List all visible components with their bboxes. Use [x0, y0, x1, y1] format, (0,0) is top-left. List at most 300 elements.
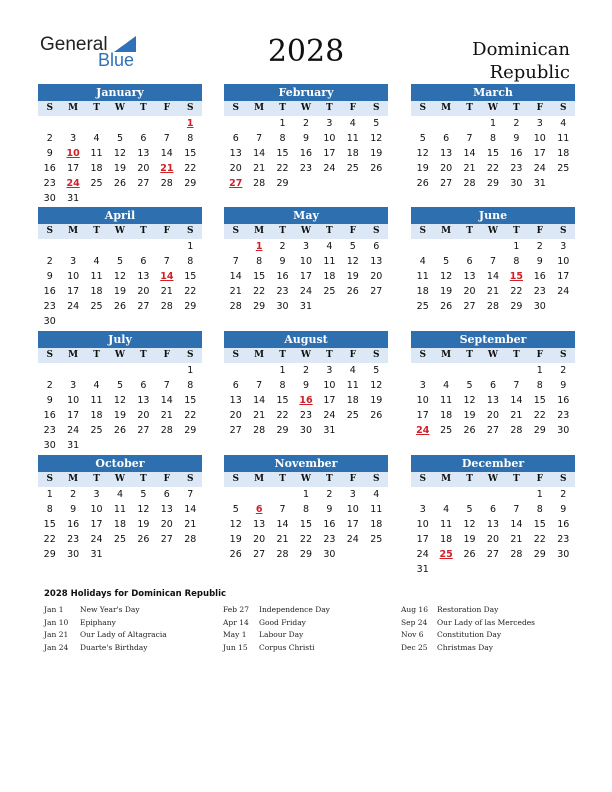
- day-cell: 29: [510, 301, 523, 312]
- holiday-item: [401, 642, 535, 655]
- empty-day-cell: [552, 562, 575, 577]
- empty-day-cell: [132, 363, 155, 378]
- day-cell: 7: [187, 489, 194, 500]
- empty-day-cell: [505, 487, 528, 502]
- day-cell: 20: [463, 286, 476, 297]
- weekday-label: F: [349, 350, 357, 360]
- day-cell: 10: [346, 504, 359, 515]
- day-cell: 23: [299, 163, 313, 174]
- empty-day-cell: [155, 191, 178, 206]
- day-cell: 15: [533, 395, 546, 406]
- day-cell: 14: [253, 395, 266, 406]
- week-row: [224, 517, 388, 532]
- holiday-name: Corpus Christi: [259, 642, 315, 652]
- holiday-column: [44, 604, 167, 654]
- day-cell: 10: [323, 380, 336, 391]
- day-cell: 1: [186, 118, 194, 129]
- weekday-label: S: [232, 474, 239, 484]
- week-row: [224, 363, 388, 378]
- day-cell: 20: [160, 519, 173, 530]
- day-cell: 24: [66, 178, 80, 189]
- week-row: [411, 116, 575, 131]
- empty-day-cell: [179, 547, 202, 562]
- empty-day-cell: [458, 562, 481, 577]
- empty-day-cell: [271, 487, 294, 502]
- day-cell: 4: [93, 256, 100, 267]
- day-cell: 3: [536, 118, 543, 129]
- day-cell: 9: [46, 271, 53, 282]
- week-row: [224, 254, 388, 269]
- logo: [40, 34, 150, 74]
- day-cell: 21: [276, 534, 289, 545]
- empty-day-cell: [318, 299, 341, 314]
- day-cell: 5: [140, 489, 147, 500]
- empty-day-cell: [108, 116, 131, 131]
- week-row: [38, 517, 202, 532]
- day-cell: 29: [533, 549, 546, 560]
- weekday-label: F: [349, 103, 357, 113]
- day-cell: 2: [513, 118, 520, 129]
- day-cell: 13: [137, 148, 150, 159]
- weekday-label: S: [559, 474, 567, 484]
- day-cell: 11: [440, 519, 453, 530]
- day-cell: 27: [463, 301, 476, 312]
- empty-day-cell: [458, 116, 481, 131]
- day-cell: 12: [416, 148, 429, 159]
- day-cell: 19: [463, 410, 476, 421]
- empty-day-cell: [61, 116, 84, 131]
- empty-day-cell: [458, 239, 481, 254]
- day-cell: 21: [160, 163, 174, 174]
- empty-day-cell: [552, 176, 575, 191]
- empty-day-cell: [224, 487, 247, 502]
- weekday-label: T: [140, 226, 147, 236]
- empty-day-cell: [365, 423, 388, 438]
- holiday-item: [44, 642, 167, 655]
- holiday-name: Good Friday: [259, 617, 306, 627]
- day-cell: 7: [256, 380, 263, 391]
- day-cell: 3: [326, 118, 333, 129]
- day-cell: 26: [137, 534, 150, 545]
- day-cell: 9: [560, 504, 567, 515]
- empty-day-cell: [155, 547, 178, 562]
- day-cell: 11: [346, 133, 359, 144]
- day-cell: 22: [43, 534, 56, 545]
- holiday-date: Nov 6: [401, 630, 424, 639]
- empty-day-cell: [341, 547, 364, 562]
- weekday-label: T: [279, 103, 286, 113]
- week-row: [411, 161, 575, 176]
- day-cell: 11: [90, 148, 103, 159]
- week-row: [224, 547, 388, 562]
- weekday-label: F: [163, 474, 171, 484]
- empty-day-cell: [481, 363, 504, 378]
- day-cell: 7: [279, 504, 286, 515]
- month-title: October: [38, 455, 202, 472]
- day-cell: 10: [90, 504, 103, 515]
- empty-day-cell: [224, 363, 247, 378]
- day-cell: 3: [419, 504, 426, 515]
- day-cell: 10: [66, 148, 80, 159]
- weekday-label: W: [487, 474, 499, 484]
- day-cell: 19: [113, 286, 127, 297]
- day-cell: 24: [323, 410, 336, 421]
- day-cell: 27: [137, 301, 150, 312]
- day-cell: 17: [416, 410, 429, 421]
- day-cell: 15: [486, 148, 500, 159]
- week-row: [38, 423, 202, 438]
- day-cell: 30: [533, 301, 546, 312]
- weekday-label: W: [300, 226, 312, 236]
- day-cell: 22: [486, 163, 500, 174]
- day-cell: 2: [302, 365, 309, 376]
- day-cell: 26: [416, 178, 429, 189]
- day-cell: 20: [486, 410, 500, 421]
- day-cell: 8: [302, 504, 309, 515]
- day-cell: 5: [373, 365, 380, 376]
- day-cell: 2: [46, 133, 53, 144]
- day-cell: 17: [67, 163, 80, 174]
- day-cell: 17: [416, 534, 429, 545]
- empty-day-cell: [61, 363, 84, 378]
- weekday-label: T: [326, 350, 333, 360]
- month-december: [411, 455, 575, 577]
- week-row: [38, 116, 202, 131]
- week-row: [411, 146, 575, 161]
- day-cell: 25: [416, 301, 429, 312]
- day-cell: 14: [160, 395, 173, 406]
- day-cell: 11: [90, 395, 103, 406]
- day-cell: 16: [43, 410, 56, 421]
- week-row: [411, 487, 575, 502]
- weekday-header-row: [411, 101, 575, 116]
- holiday-name: Duarte's Birthday: [80, 642, 148, 652]
- day-cell: 14: [160, 148, 173, 159]
- holiday-item: [44, 604, 167, 617]
- month-title: July: [38, 331, 202, 348]
- empty-day-cell: [61, 239, 84, 254]
- day-cell: 6: [466, 256, 473, 267]
- day-cell: 23: [43, 301, 56, 312]
- week-row: [411, 517, 575, 532]
- holiday-name: Labour Day: [259, 630, 304, 639]
- day-cell: 12: [463, 519, 476, 530]
- week-row: [411, 393, 575, 408]
- empty-day-cell: [108, 191, 131, 206]
- month-title: February: [224, 84, 388, 101]
- day-cell: 6: [140, 133, 147, 144]
- day-cell: 16: [533, 271, 546, 282]
- weekday-label: S: [419, 103, 426, 113]
- day-cell: 17: [557, 271, 570, 282]
- month-may: [224, 207, 388, 314]
- holiday-item: [401, 604, 535, 617]
- weekday-label: W: [114, 103, 126, 113]
- day-cell: 20: [229, 163, 242, 174]
- day-cell: 4: [116, 489, 123, 500]
- day-cell: 29: [299, 549, 313, 560]
- day-cell: 9: [326, 504, 333, 515]
- day-cell: 8: [513, 256, 520, 267]
- day-cell: 28: [463, 178, 476, 189]
- weekday-label: W: [300, 474, 312, 484]
- day-cell: 1: [536, 365, 543, 376]
- day-cell: 4: [326, 241, 333, 252]
- day-cell: 1: [279, 365, 286, 376]
- weekday-label: M: [254, 103, 265, 113]
- empty-day-cell: [108, 438, 131, 453]
- day-cell: 18: [323, 271, 336, 282]
- weekday-label: F: [536, 226, 544, 236]
- day-cell: 22: [510, 286, 523, 297]
- day-cell: 12: [229, 519, 242, 530]
- week-row: [38, 131, 202, 146]
- day-cell: 7: [163, 133, 170, 144]
- day-cell: 10: [323, 133, 336, 144]
- empty-day-cell: [434, 116, 457, 131]
- day-cell: 13: [486, 395, 500, 406]
- day-cell: 27: [486, 549, 500, 560]
- holiday-name: Our Lady of Altagracia: [80, 630, 167, 639]
- day-cell: 8: [256, 256, 263, 267]
- day-cell: 7: [163, 380, 170, 391]
- day-cell: 3: [560, 241, 567, 252]
- week-row: [38, 532, 202, 547]
- day-cell: 30: [510, 178, 523, 189]
- weekday-label: M: [68, 103, 79, 113]
- day-cell: 9: [560, 380, 567, 391]
- empty-day-cell: [247, 116, 270, 131]
- holiday-name: Christmas Day: [437, 642, 493, 652]
- week-row: [411, 502, 575, 517]
- week-row: [411, 176, 575, 191]
- empty-day-cell: [341, 299, 364, 314]
- day-cell: 4: [93, 380, 100, 391]
- logo-blue-text: Blue: [98, 50, 135, 70]
- day-cell: 22: [184, 410, 197, 421]
- empty-day-cell: [341, 176, 364, 191]
- week-row: [411, 299, 575, 314]
- holiday-date: Jun 15: [223, 642, 248, 652]
- day-cell: 9: [279, 256, 286, 267]
- day-cell: 5: [373, 118, 380, 129]
- day-cell: 2: [46, 380, 53, 391]
- day-cell: 14: [229, 271, 242, 282]
- holiday-item: [223, 604, 330, 617]
- day-cell: 16: [299, 395, 313, 406]
- weekday-header-row: [38, 348, 202, 363]
- empty-day-cell: [434, 562, 457, 577]
- day-cell: 28: [160, 301, 173, 312]
- day-cell: 5: [419, 133, 426, 144]
- weekday-label: W: [114, 350, 126, 360]
- week-row: [38, 254, 202, 269]
- empty-day-cell: [294, 176, 317, 191]
- month-march: [411, 84, 575, 191]
- day-cell: 21: [229, 286, 242, 297]
- weekday-label: T: [513, 103, 520, 113]
- weekday-label: F: [536, 350, 544, 360]
- day-cell: 3: [70, 133, 77, 144]
- empty-day-cell: [132, 191, 155, 206]
- week-row: [411, 408, 575, 423]
- empty-day-cell: [247, 487, 270, 502]
- empty-day-cell: [85, 116, 108, 131]
- day-cell: 8: [536, 504, 543, 515]
- empty-day-cell: [132, 116, 155, 131]
- weekday-label: T: [326, 103, 333, 113]
- weekday-label: F: [536, 103, 544, 113]
- day-cell: 19: [346, 271, 359, 282]
- week-row: [224, 116, 388, 131]
- holiday-date: Aug 16: [401, 605, 428, 614]
- weekday-label: W: [487, 226, 499, 236]
- day-cell: 25: [90, 178, 103, 189]
- weekday-header-row: [224, 348, 388, 363]
- weekday-header-row: [411, 224, 575, 239]
- day-cell: 2: [560, 365, 567, 376]
- week-row: [224, 131, 388, 146]
- empty-day-cell: [155, 438, 178, 453]
- weekday-label: F: [536, 474, 544, 484]
- day-cell: 3: [349, 489, 356, 500]
- empty-day-cell: [108, 547, 131, 562]
- day-cell: 21: [510, 534, 523, 545]
- day-cell: 24: [533, 163, 546, 174]
- weekday-label: M: [68, 350, 79, 360]
- weekday-label: M: [254, 474, 265, 484]
- day-cell: 29: [184, 425, 197, 436]
- week-row: [224, 423, 388, 438]
- holiday-date: May 1: [223, 630, 247, 639]
- day-cell: 1: [46, 489, 53, 500]
- day-cell: 20: [137, 410, 150, 421]
- month-title: November: [224, 455, 388, 472]
- day-cell: 17: [346, 519, 359, 530]
- holiday-item: [223, 642, 330, 655]
- week-row: [38, 378, 202, 393]
- day-cell: 25: [90, 425, 103, 436]
- day-cell: 9: [302, 133, 309, 144]
- day-cell: 28: [229, 301, 242, 312]
- holiday-item: [401, 617, 535, 630]
- week-row: [411, 547, 575, 562]
- day-cell: 24: [299, 286, 313, 297]
- day-cell: 16: [43, 286, 56, 297]
- holiday-date: Feb 27: [223, 605, 249, 614]
- day-cell: 11: [323, 256, 336, 267]
- week-row: [224, 176, 388, 191]
- empty-day-cell: [411, 363, 434, 378]
- empty-day-cell: [481, 562, 504, 577]
- day-cell: 18: [90, 286, 103, 297]
- month-october: [38, 455, 202, 562]
- week-row: [224, 408, 388, 423]
- day-cell: 21: [486, 286, 500, 297]
- empty-day-cell: [481, 239, 504, 254]
- day-cell: 30: [43, 440, 56, 451]
- day-cell: 14: [463, 148, 476, 159]
- weekday-label: F: [349, 226, 357, 236]
- day-cell: 19: [113, 163, 127, 174]
- day-cell: 12: [137, 504, 150, 515]
- weekday-label: F: [163, 350, 171, 360]
- day-cell: 20: [229, 410, 242, 421]
- day-cell: 9: [302, 380, 309, 391]
- weekday-label: T: [513, 226, 520, 236]
- day-cell: 3: [419, 380, 426, 391]
- day-cell: 7: [163, 256, 170, 267]
- weekday-label: W: [114, 474, 126, 484]
- week-row: [38, 299, 202, 314]
- weekday-label: S: [232, 103, 239, 113]
- day-cell: 10: [416, 519, 429, 530]
- weekday-label: S: [372, 474, 380, 484]
- day-cell: 15: [509, 271, 524, 282]
- week-row: [38, 408, 202, 423]
- day-cell: 31: [416, 564, 429, 575]
- day-cell: 2: [46, 256, 53, 267]
- day-cell: 19: [137, 519, 150, 530]
- day-cell: 12: [346, 256, 359, 267]
- empty-day-cell: [85, 314, 108, 329]
- empty-day-cell: [528, 562, 551, 577]
- empty-day-cell: [132, 547, 155, 562]
- day-cell: 26: [346, 286, 359, 297]
- weekday-label: T: [93, 474, 100, 484]
- week-row: [224, 487, 388, 502]
- day-cell: 11: [370, 504, 383, 515]
- weekday-label: S: [559, 226, 567, 236]
- weekday-header-row: [38, 472, 202, 487]
- country-line-1: Dominican: [472, 39, 570, 60]
- day-cell: 26: [229, 549, 242, 560]
- day-cell: 24: [416, 549, 429, 560]
- day-cell: 15: [276, 395, 289, 406]
- weekday-label: S: [419, 474, 426, 484]
- day-cell: 21: [253, 163, 266, 174]
- holiday-date: Dec 25: [401, 642, 428, 652]
- day-cell: 8: [489, 133, 496, 144]
- week-row: [411, 532, 575, 547]
- day-cell: 2: [70, 489, 77, 500]
- weekday-header-row: [411, 472, 575, 487]
- weekday-label: T: [279, 474, 286, 484]
- empty-day-cell: [341, 423, 364, 438]
- day-cell: 15: [253, 271, 266, 282]
- weekday-label: S: [419, 350, 426, 360]
- day-cell: 6: [489, 504, 496, 515]
- empty-day-cell: [505, 562, 528, 577]
- day-cell: 15: [184, 148, 197, 159]
- day-cell: 11: [90, 271, 103, 282]
- weekday-label: T: [140, 350, 147, 360]
- day-cell: 12: [113, 148, 127, 159]
- weekday-label: S: [186, 103, 194, 113]
- day-cell: 3: [326, 365, 333, 376]
- day-cell: 16: [323, 519, 336, 530]
- weekday-label: M: [68, 474, 79, 484]
- month-title: January: [38, 84, 202, 101]
- holiday-name: Independence Day: [259, 605, 330, 614]
- week-row: [224, 146, 388, 161]
- day-cell: 8: [279, 380, 286, 391]
- month-september: [411, 331, 575, 438]
- day-cell: 13: [486, 519, 500, 530]
- day-cell: 8: [187, 256, 194, 267]
- weekday-label: S: [372, 226, 380, 236]
- day-cell: 26: [370, 410, 383, 421]
